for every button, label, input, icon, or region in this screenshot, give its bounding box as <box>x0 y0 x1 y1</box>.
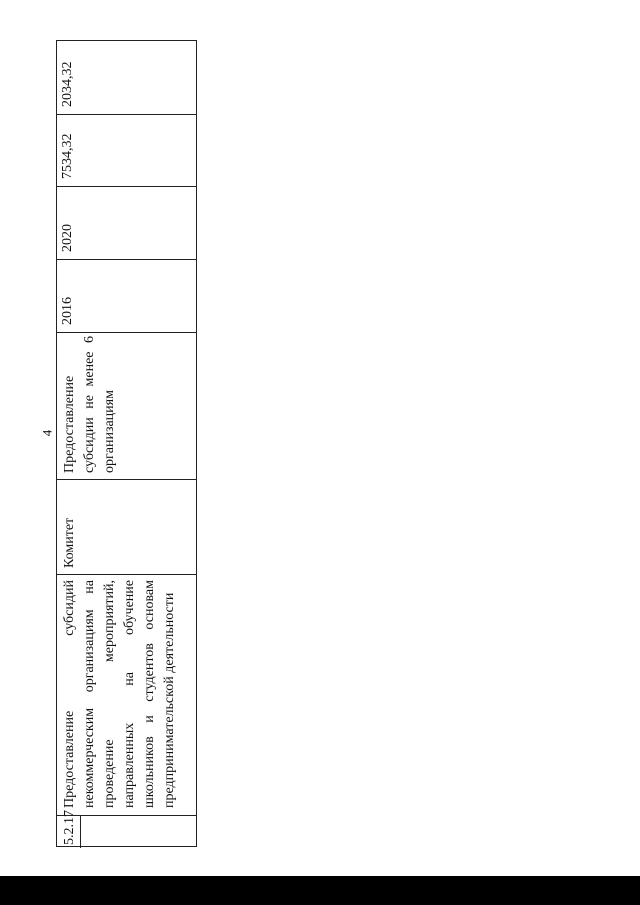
scan-border <box>0 876 640 905</box>
cell-measure-name: Предоставление субсидий некоммерческим организациям на проведение мероприятий, направленных на обучение школьников и студентов основам предпринимательской деятельности <box>62 580 177 808</box>
page-number: 4 <box>39 429 55 437</box>
cell-row-number: 5.2.17 <box>62 810 77 845</box>
table-divider <box>80 815 81 848</box>
table-divider <box>57 574 196 575</box>
cell-amount: 2034,32 <box>60 61 75 107</box>
cell-total: 7534,32 <box>60 133 75 179</box>
cell-end-year: 2020 <box>60 224 75 252</box>
cell-result: Предоставление субсидии не менее 6 организациям <box>62 336 117 473</box>
program-table <box>56 40 197 847</box>
cell-start-year: 2016 <box>60 297 75 325</box>
cell-executor: Комитет <box>62 517 77 568</box>
